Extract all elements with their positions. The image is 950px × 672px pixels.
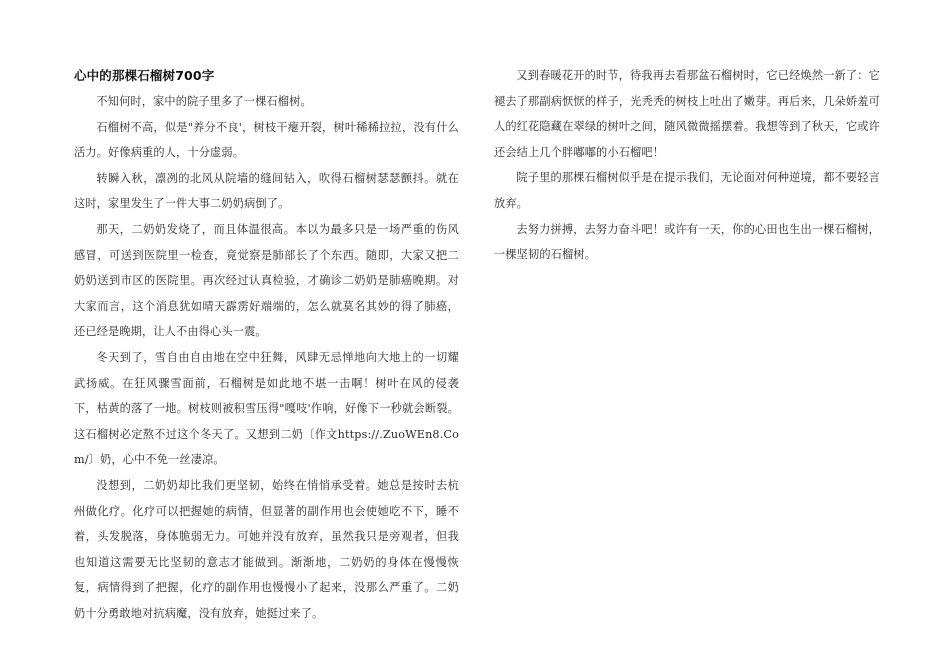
paragraph: 又到春暖花开的时节，待我再去看那盆石榴树时，它已经焕然一新了：它褪去了那副病恹恹的样子，光秃秃的树枝上吐出了嫩芽。再后来，几朵娇羞可人的红花隐藏在翠绿的树叶之间，随风微微摇摆着。我想等到了秋天，它或许还会结上几个胖嘟嘟的小石榴吧！ bbox=[494, 69, 880, 159]
paragraph: 去努力拼搏，去努力奋斗吧！或许有一天，你的心田也生出一棵石榴树，一棵坚韧的石榴树。 bbox=[494, 222, 880, 262]
paragraph: 石榴树不高，似是"养分不良'，树枝干瘪开裂，树叶稀稀拉拉，没有什么活力。好像病重的人，十分虚弱。 bbox=[74, 120, 459, 160]
paragraph: 转瞬入秋，凛冽的北风从院墙的缝间钻入，吹得石榴树瑟瑟颤抖。就在这时，家里发生了一件大事二奶奶病倒了。 bbox=[74, 171, 459, 211]
paragraph: 院子里的那棵石榴树似乎是在提示我们，无论面对何种逆境，都不要轻言放弃。 bbox=[494, 171, 880, 210]
paragraph: 不知何时，家中的院子里多了一棵石榴树。 bbox=[96, 95, 312, 108]
paragraph: 没想到，二奶奶却比我们更坚韧，始终在悄悄承受着。她总是按时去杭州做化疗。化疗可以把握她的病情，但显著的副作用也会使她吃不下，睡不着，头发脱落，身体脆弱无力。可她并没有放弃，虽然我只是旁观者，但我也知道这需要无比坚韧的意志才能做到。渐渐地，二奶奶的身体在慢慢恢复，病情得到了把握，化疗的副作用也慢慢小了起来，没那么严重了。二奶奶十分勇敢地对抗病魔，没有放弃，她挺过来了。 bbox=[74, 478, 459, 620]
document-title: 心中的那棵石榴树700字 bbox=[74, 68, 215, 83]
paragraph: 冬天到了，雪自由自由地在空中狂舞，风肆无忌惮地向大地上的一切耀武扬威。在狂风骤雪面前，石榴树是如此地不堪一击啊！树叶在风的侵袭下，枯黄的落了一地。树枝则被积雪压得"嘎吱'作响，好像下一秒就会断裂。这石榴树必定熬不过这个冬天了。又想到二奶〔作文https://.ZuoWEn8.Com/〕奶，心中不免一丝凄凉。 bbox=[74, 350, 459, 467]
paragraph: 那天，二奶奶发烧了，而且体温很高。本以为最多只是一场严重的伤风感冒，可送到医院里一检查，竟觉察是肺部长了个东西。随即，大家又把二奶奶送到市区的医院里。再次经过认真检验，才确诊二奶奶是肺癌晚期。对大家而言，这个消息犹如晴天霹雳好端端的，怎么就莫名其妙的得了肺癌，还已经是晚期，让人不由得心头一震。 bbox=[74, 222, 459, 339]
right-column bbox=[494, 63, 880, 268]
left-column bbox=[74, 63, 459, 626]
